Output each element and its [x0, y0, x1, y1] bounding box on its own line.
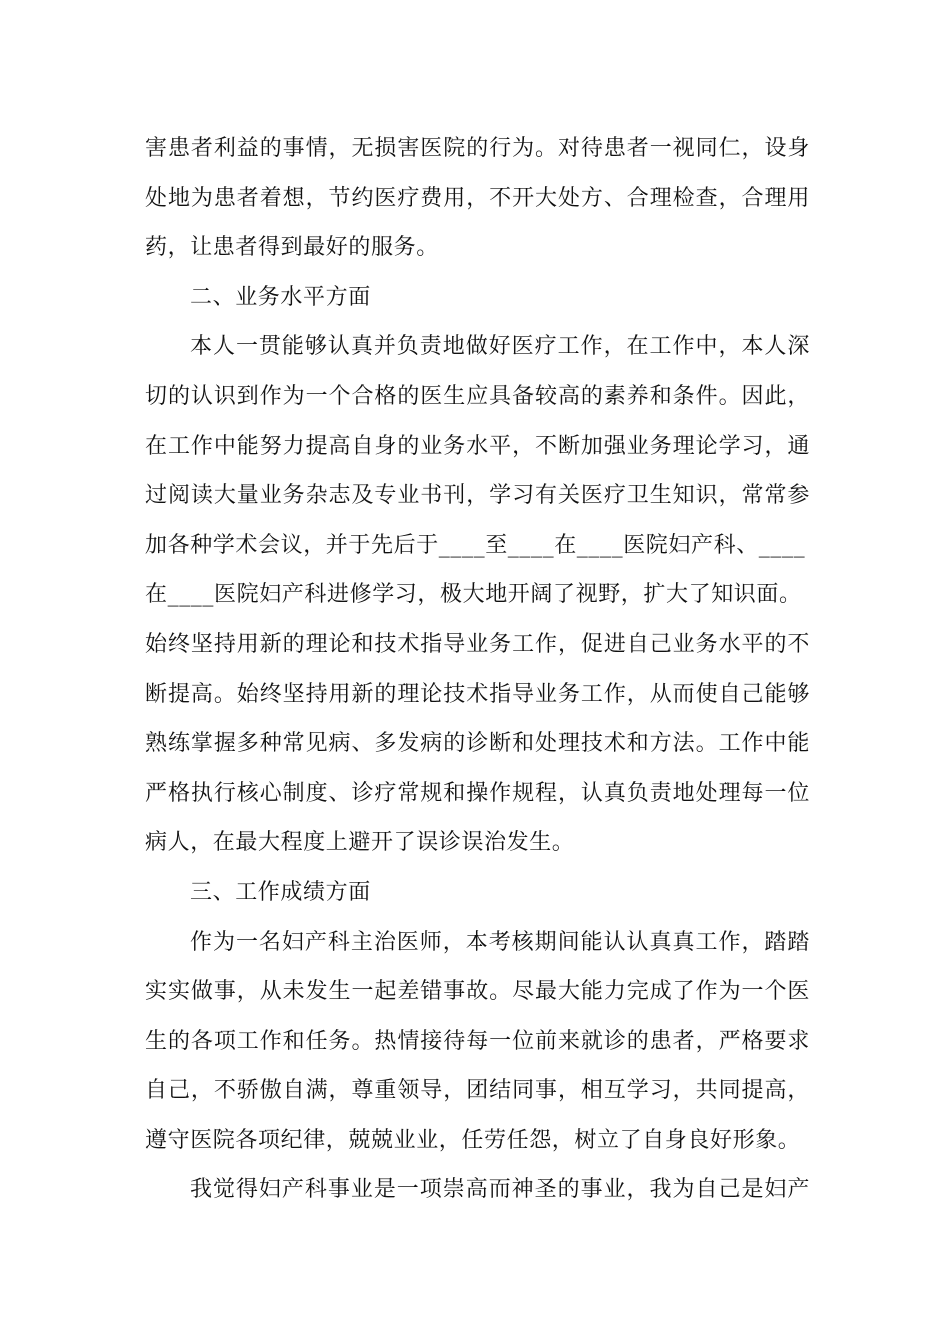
- document-body: [145, 124, 810, 1215]
- text-line: 实实做事，从未发生一起差错事故。尽最大能力完成了作为一个医: [145, 979, 810, 1005]
- text-line: 在____医院妇产科进修学习，极大地开阔了视野，扩大了知识面。: [145, 582, 802, 608]
- text-line: 断提高。始终坚持用新的理论技术指导业务工作，从而使自己能够: [145, 681, 810, 707]
- text-line: 作为一名妇产科主治医师，本考核期间能认认真真工作，踏踏: [190, 929, 810, 955]
- text-line: 药，让患者得到最好的服务。: [145, 235, 439, 261]
- text-line: 遵守医院各项纪律，兢兢业业，任劳任怨，树立了自身良好形象。: [145, 1127, 801, 1153]
- text-line: 在工作中能努力提高自身的业务水平，不断加强业务理论学习，通: [145, 433, 810, 459]
- text-line: 本人一贯能够认真并负责地做好医疗工作，在工作中，本人深: [190, 334, 810, 360]
- text-line: 我觉得妇产科事业是一项崇高而神圣的事业，我为自己是妇产: [190, 1177, 810, 1203]
- text-line: 加各种学术会议，并于先后于____至____在____医院妇产科、____: [145, 532, 806, 558]
- text-line: 切的认识到作为一个合格的医生应具备较高的素养和条件。因此，: [145, 383, 810, 409]
- text-line: 生的各项工作和任务。热情接待每一位前来就诊的患者，严格要求: [145, 1028, 810, 1054]
- section-heading: 二、业务水平方面: [190, 284, 371, 310]
- text-line: 始终坚持用新的理论和技术指导业务工作，促进自己业务水平的不: [145, 631, 810, 657]
- text-line: 病人，在最大程度上避开了误诊误治发生。: [145, 830, 575, 856]
- text-line: 过阅读大量业务杂志及专业书刊，学习有关医疗卫生知识，常常参: [145, 483, 810, 509]
- text-line: 熟练掌握多种常见病、多发病的诊断和处理技术和方法。工作中能: [145, 731, 810, 757]
- text-line: 严格执行核心制度、诊疗常规和操作规程，认真负责地处理每一位: [145, 780, 810, 806]
- text-line: 处地为患者着想，节约医疗费用，不开大处方、合理检查，合理用: [145, 185, 810, 211]
- section-heading: 三、工作成绩方面: [190, 879, 371, 905]
- text-line: 害患者利益的事情，无损害医院的行为。对待患者一视同仁，设身: [145, 136, 810, 161]
- text-line: 自己，不骄傲自满，尊重领导，团结同事，相互学习，共同提高，: [145, 1078, 810, 1104]
